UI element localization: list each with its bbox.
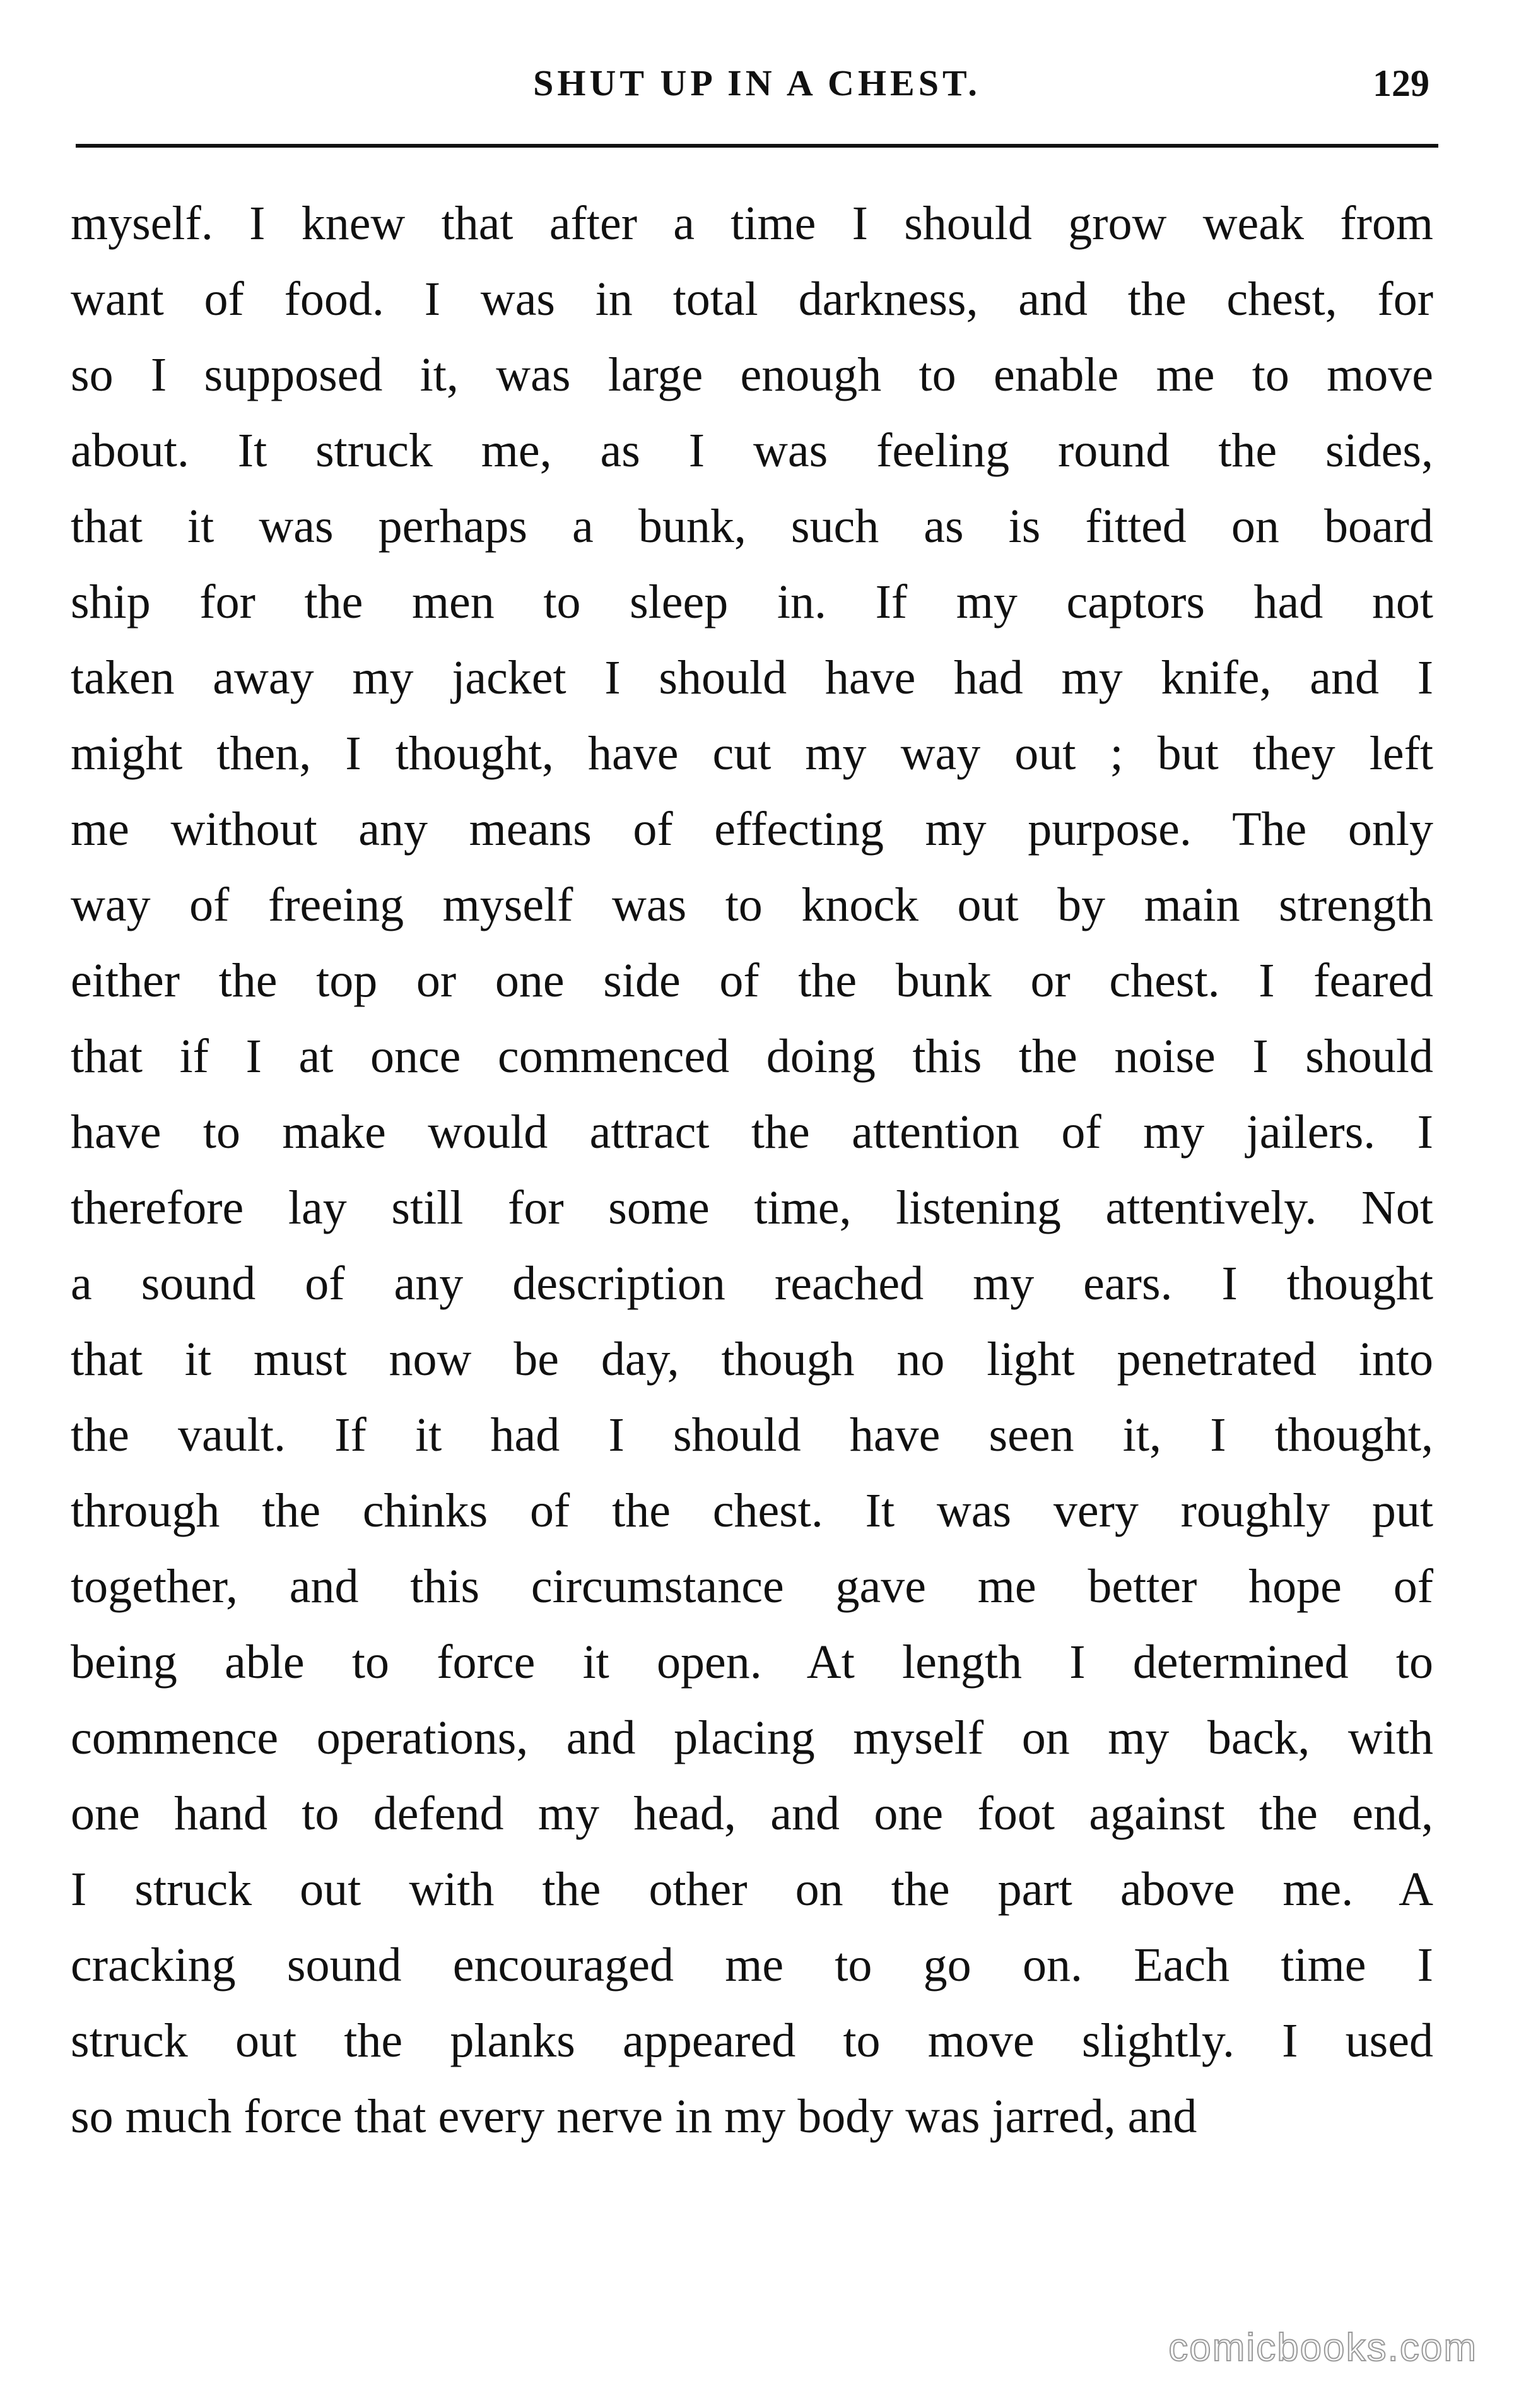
text-line: myself. I knew that after a time I should grow weak from <box>71 197 1433 250</box>
text-line: might then, I thought, have cut my way out ; but they left <box>71 727 1433 780</box>
text-line: being able to force it open. At length I determined to <box>71 1636 1433 1689</box>
text-line: taken away my jacket I should have had my knife, and I <box>71 651 1433 704</box>
text-line: either the top or one side of the bunk or chest. I feared <box>71 954 1433 1007</box>
header-rule <box>76 144 1438 148</box>
text-line: commence operations, and placing myself on my back, with <box>71 1711 1433 1764</box>
text-line: that if I at once commenced doing this the noise I should <box>71 1030 1433 1083</box>
text-line: I struck out with the other on the part above me. A <box>71 1863 1433 1916</box>
page-number: 129 <box>1373 62 1429 104</box>
text-line: ship for the men to sleep in. If my captors had not <box>71 575 1433 629</box>
watermark: comicbooks.com <box>1168 2326 1477 2370</box>
body-text <box>71 186 1433 2154</box>
text-line: struck out the planks appeared to move slightly. I used <box>71 2014 1433 2067</box>
text-line: that it was perhaps a bunk, such as is fitted on board <box>71 500 1433 553</box>
text-line: together, and this circumstance gave me better hope of <box>71 1560 1433 1613</box>
text-line: have to make would attract the attention of my jailers. I <box>71 1106 1433 1159</box>
text-line: cracking sound encouraged me to go on. Each time I <box>71 1939 1433 1992</box>
text-line: through the chinks of the chest. It was very roughly put <box>71 1484 1433 1537</box>
text-line: the vault. If it had I should have seen it, I thought, <box>71 1408 1433 1461</box>
running-head <box>76 58 1438 109</box>
running-title: SHUT UP IN A CHEST. <box>533 62 981 103</box>
text-line: me without any means of effecting my purpose. The only <box>71 803 1433 856</box>
text-line: therefore lay still for some time, listening attentively. Not <box>71 1181 1433 1234</box>
text-line: way of freeing myself was to knock out by main strength <box>71 878 1433 931</box>
text-line: so much force that every nerve in my body was jarred, and <box>71 2090 1197 2143</box>
text-line: one hand to defend my head, and one foot against the end, <box>71 1787 1433 1840</box>
text-line: so I supposed it, was large enough to enable me to move <box>71 348 1433 401</box>
text-line: a sound of any description reached my ears. I thought <box>71 1257 1433 1310</box>
text-line: that it must now be day, though no light penetrated into <box>71 1333 1433 1386</box>
text-line: about. It struck me, as I was feeling round the sides, <box>71 424 1433 477</box>
text-line: want of food. I was in total darkness, and the chest, for <box>71 273 1433 326</box>
